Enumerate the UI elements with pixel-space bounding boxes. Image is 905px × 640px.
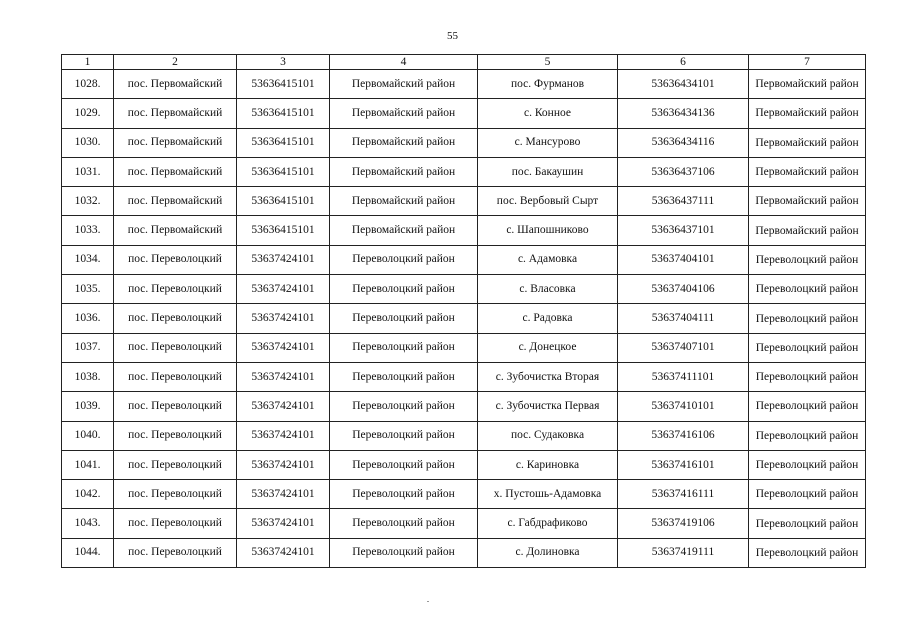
municipality-cell: Первомайский район <box>749 216 866 245</box>
municipality-cell: Переволоцкий район <box>749 275 866 304</box>
district-center-cell: пос. Переволоцкий <box>114 245 237 274</box>
row-number-cell: 1035. <box>62 275 114 304</box>
settlement-code-cell: 53637416106 <box>618 421 749 450</box>
district-cell: Переволоцкий район <box>330 245 478 274</box>
municipality-cell: Переволоцкий район <box>749 480 866 509</box>
district-center-cell: пос. Первомайский <box>114 187 237 216</box>
district-cell: Переволоцкий район <box>330 333 478 362</box>
table-row <box>62 245 866 274</box>
district-cell: Переволоцкий район <box>330 480 478 509</box>
settlement-code-cell: 53637404111 <box>618 304 749 333</box>
settlement-cell: с. Донецкое <box>478 333 618 362</box>
center-code-cell: 53636415101 <box>237 157 330 186</box>
scan-speck <box>427 601 429 602</box>
center-code-cell: 53637424101 <box>237 362 330 391</box>
municipality-cell: Переволоцкий район <box>749 304 866 333</box>
row-number-cell: 1040. <box>62 421 114 450</box>
table-row <box>62 70 866 99</box>
district-cell: Первомайский район <box>330 128 478 157</box>
district-center-cell: пос. Переволоцкий <box>114 275 237 304</box>
municipality-cell: Переволоцкий район <box>749 450 866 479</box>
row-number-cell: 1042. <box>62 480 114 509</box>
settlement-cell: с. Долиновка <box>478 538 618 567</box>
district-cell: Переволоцкий район <box>330 362 478 391</box>
district-center-cell: пос. Переволоцкий <box>114 392 237 421</box>
district-cell: Первомайский район <box>330 99 478 128</box>
municipality-cell: Переволоцкий район <box>749 333 866 362</box>
district-cell: Первомайский район <box>330 70 478 99</box>
row-number-cell: 1032. <box>62 187 114 216</box>
settlement-code-cell: 53637410101 <box>618 392 749 421</box>
row-number-cell: 1028. <box>62 70 114 99</box>
settlement-code-cell: 53636437106 <box>618 157 749 186</box>
district-center-cell: пос. Переволоцкий <box>114 509 237 538</box>
district-cell: Переволоцкий район <box>330 392 478 421</box>
column-header-7: 7 <box>749 55 866 70</box>
row-number-cell: 1038. <box>62 362 114 391</box>
row-number-cell: 1044. <box>62 538 114 567</box>
settlement-code-cell: 53636437111 <box>618 187 749 216</box>
settlement-cell: пос. Судаковка <box>478 421 618 450</box>
settlement-cell: с. Радовка <box>478 304 618 333</box>
settlement-code-cell: 53637404101 <box>618 245 749 274</box>
district-center-cell: пос. Переволоцкий <box>114 362 237 391</box>
settlement-code-cell: 53637419106 <box>618 509 749 538</box>
center-code-cell: 53636415101 <box>237 70 330 99</box>
row-number-cell: 1043. <box>62 509 114 538</box>
table-body <box>62 70 866 568</box>
district-center-cell: пос. Переволоцкий <box>114 304 237 333</box>
settlement-cell: с. Мансурово <box>478 128 618 157</box>
district-center-cell: пос. Первомайский <box>114 216 237 245</box>
settlement-code-cell: 53636437101 <box>618 216 749 245</box>
municipality-cell: Переволоцкий район <box>749 509 866 538</box>
settlement-cell: пос. Фурманов <box>478 70 618 99</box>
settlement-code-cell: 53637411101 <box>618 362 749 391</box>
column-header-3: 3 <box>237 55 330 70</box>
column-header-1: 1 <box>62 55 114 70</box>
table-row <box>62 275 866 304</box>
table-row <box>62 304 866 333</box>
district-center-cell: пос. Переволоцкий <box>114 480 237 509</box>
settlement-code-cell: 53637416101 <box>618 450 749 479</box>
district-center-cell: пос. Переволоцкий <box>114 333 237 362</box>
settlement-code-cell: 53637419111 <box>618 538 749 567</box>
district-center-cell: пос. Первомайский <box>114 157 237 186</box>
center-code-cell: 53637424101 <box>237 245 330 274</box>
table-row <box>62 362 866 391</box>
column-header-4: 4 <box>330 55 478 70</box>
table-row <box>62 99 866 128</box>
district-center-cell: пос. Переволоцкий <box>114 421 237 450</box>
settlement-cell: пос. Бакаушин <box>478 157 618 186</box>
row-number-cell: 1030. <box>62 128 114 157</box>
table-row <box>62 450 866 479</box>
settlement-cell: с. Власовка <box>478 275 618 304</box>
settlements-table <box>61 54 866 568</box>
settlement-code-cell: 53637404106 <box>618 275 749 304</box>
settlement-cell: с. Зубочистка Первая <box>478 392 618 421</box>
district-cell: Первомайский район <box>330 216 478 245</box>
column-header-6: 6 <box>618 55 749 70</box>
settlement-cell: с. Зубочистка Вторая <box>478 362 618 391</box>
row-number-cell: 1036. <box>62 304 114 333</box>
table-row <box>62 187 866 216</box>
settlement-cell: х. Пустошь-Адамовка <box>478 480 618 509</box>
settlement-cell: с. Шапошниково <box>478 216 618 245</box>
table-header-row <box>62 55 866 70</box>
center-code-cell: 53637424101 <box>237 538 330 567</box>
table-row <box>62 421 866 450</box>
municipality-cell: Первомайский район <box>749 99 866 128</box>
municipality-cell: Переволоцкий район <box>749 421 866 450</box>
row-number-cell: 1039. <box>62 392 114 421</box>
settlement-code-cell: 53636434136 <box>618 99 749 128</box>
table-row <box>62 480 866 509</box>
center-code-cell: 53636415101 <box>237 187 330 216</box>
center-code-cell: 53637424101 <box>237 421 330 450</box>
center-code-cell: 53637424101 <box>237 275 330 304</box>
district-cell: Первомайский район <box>330 157 478 186</box>
district-cell: Переволоцкий район <box>330 509 478 538</box>
settlement-code-cell: 53637407101 <box>618 333 749 362</box>
settlement-cell: с. Кариновка <box>478 450 618 479</box>
center-code-cell: 53636415101 <box>237 216 330 245</box>
center-code-cell: 53637424101 <box>237 480 330 509</box>
column-header-2: 2 <box>114 55 237 70</box>
municipality-cell: Первомайский район <box>749 128 866 157</box>
center-code-cell: 53636415101 <box>237 99 330 128</box>
row-number-cell: 1034. <box>62 245 114 274</box>
table-row <box>62 392 866 421</box>
table-row <box>62 128 866 157</box>
municipality-cell: Переволоцкий район <box>749 538 866 567</box>
municipality-cell: Переволоцкий район <box>749 362 866 391</box>
district-cell: Первомайский район <box>330 187 478 216</box>
district-center-cell: пос. Первомайский <box>114 99 237 128</box>
district-cell: Переволоцкий район <box>330 275 478 304</box>
page-number: 55 <box>447 30 458 42</box>
center-code-cell: 53637424101 <box>237 333 330 362</box>
table-row <box>62 333 866 362</box>
settlement-cell: пос. Вербовый Сырт <box>478 187 618 216</box>
district-cell: Переволоцкий район <box>330 304 478 333</box>
table-row <box>62 509 866 538</box>
municipality-cell: Первомайский район <box>749 70 866 99</box>
settlement-cell: с. Конное <box>478 99 618 128</box>
district-cell: Переволоцкий район <box>330 450 478 479</box>
table-row <box>62 216 866 245</box>
center-code-cell: 53637424101 <box>237 304 330 333</box>
table-row <box>62 538 866 567</box>
row-number-cell: 1033. <box>62 216 114 245</box>
district-center-cell: пос. Переволоцкий <box>114 450 237 479</box>
settlement-code-cell: 53636434101 <box>618 70 749 99</box>
district-center-cell: пос. Первомайский <box>114 70 237 99</box>
center-code-cell: 53636415101 <box>237 128 330 157</box>
municipality-cell: Переволоцкий район <box>749 245 866 274</box>
settlement-cell: с. Адамовка <box>478 245 618 274</box>
settlement-code-cell: 53636434116 <box>618 128 749 157</box>
municipality-cell: Первомайский район <box>749 157 866 186</box>
row-number-cell: 1031. <box>62 157 114 186</box>
row-number-cell: 1041. <box>62 450 114 479</box>
column-header-5: 5 <box>478 55 618 70</box>
table-row <box>62 157 866 186</box>
settlement-cell: с. Габдрафиково <box>478 509 618 538</box>
center-code-cell: 53637424101 <box>237 450 330 479</box>
row-number-cell: 1029. <box>62 99 114 128</box>
municipality-cell: Первомайский район <box>749 187 866 216</box>
district-center-cell: пос. Переволоцкий <box>114 538 237 567</box>
row-number-cell: 1037. <box>62 333 114 362</box>
district-cell: Переволоцкий район <box>330 538 478 567</box>
settlement-code-cell: 53637416111 <box>618 480 749 509</box>
district-center-cell: пос. Первомайский <box>114 128 237 157</box>
center-code-cell: 53637424101 <box>237 392 330 421</box>
municipality-cell: Переволоцкий район <box>749 392 866 421</box>
center-code-cell: 53637424101 <box>237 509 330 538</box>
district-cell: Переволоцкий район <box>330 421 478 450</box>
